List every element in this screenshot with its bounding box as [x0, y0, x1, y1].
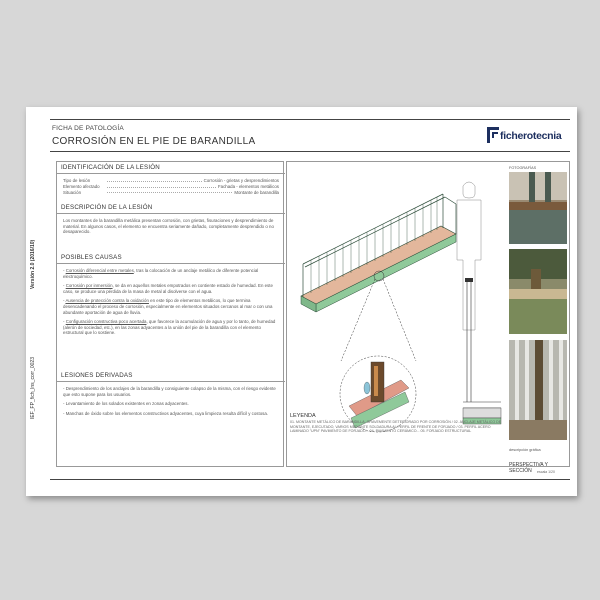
document-code: IEF_FP_fich_lns_corr_0023	[30, 357, 36, 419]
photos-label: FOTOGRAFÍAS	[509, 166, 537, 170]
kv-row	[57, 190, 285, 196]
cause-lead: Ausencia de protección contra la oxidación	[65, 298, 149, 304]
section-identificacion	[57, 164, 285, 195]
cause-text: , tras la colocación de un anclaje metálico de diferente potencial electroquímico.	[63, 268, 259, 279]
cause-text: en este tipo de elementos metálicos, lo que termina desencadenando el proceso de corrosión, especialmente en elementos situados cercanos al mar o con una abundante aportación de agua de lluvia.	[63, 298, 273, 315]
legend	[286, 409, 570, 467]
photo-1	[509, 172, 567, 244]
cause-lead: Corrosión por inmersión	[65, 283, 113, 289]
section-title: IDENTIFICACIÓN DE LA LESIÓN	[61, 164, 160, 171]
section-title: LESIONES DERIVADAS	[61, 372, 133, 379]
graphic-description-label: descripción gráfica	[509, 448, 541, 452]
perspective-label: PERSPECTIVA Y SECCIÓN	[509, 462, 548, 474]
cause-lead: Configuración constructiva poco acertada	[65, 319, 147, 325]
legend-text: 01. MONTANTE METÁLICO DE BARANDILLA, GRAVEMENTE DETERIORADO POR CORROSIÓN / 02. ANCLAJE METÁLICO DE MONTANTE, EJECUTADO, VARIOS MEDIANTE SOLDADURA AL PERFIL DE FRENTE DE FORJADO / 03. PERFIL ACERO LAMINADO "UPN" PAVIMENTO DE FORJADO... 04. PAVIMENTO CERÁMICO... 05. FORJADO ESTRUCTURAL	[290, 420, 502, 434]
footer-rule	[50, 479, 570, 480]
scale-label: escala 1/20	[537, 470, 555, 474]
section-title: POSIBLES CAUSAS	[61, 254, 122, 261]
photo-2	[509, 249, 567, 334]
kv-value: Fachada - elementos metálicos	[217, 183, 279, 189]
section-label: FICHA DE PATOLOGÍA	[52, 125, 124, 132]
derived-item: - Manchas de óxido sobre los elementos constructivos adyacentes, cuya limpieza resulta difícil y costosa.	[63, 410, 268, 416]
leader-dots	[107, 184, 216, 188]
left-column	[56, 161, 284, 467]
section-title: DESCRIPCIÓN DE LA LESIÓN	[61, 204, 153, 211]
version-label: Versión 2.0 (2016/10)	[30, 239, 36, 289]
cause-item: - Configuración constructiva poco acertada, que favorece la acumulación de agua y por lo tanto, de humedad (alerón de sociedad, etc.), en las zonas adyacentes a la unión del pie de la barandilla con el elemento estructural que lo sostiene.	[63, 319, 276, 336]
derived-text: Manchas de óxido sobre los elementos constructivos adyacentes, cuya limpieza resulta difícil y costosa.	[65, 410, 268, 416]
cause-text: , que favorece la acumulación de agua y por lo tanto, de humedad (alerón de sociedad, etc.), en las zonas adyacentes a la unión del pie de la barandilla con el elemento estructural que lo sostiene.	[63, 319, 276, 336]
section-causas	[57, 254, 285, 340]
pathology-sheet	[26, 107, 577, 496]
cause-item: - Ausencia de protección contra la oxidación en este tipo de elementos metálicos, lo que termina desencadenando el proceso de corrosión, especialmente en elementos situados cercanos al mar o con una abundante aportación de agua de lluvia.	[63, 298, 273, 315]
logo-text: ficherotecnia	[500, 130, 562, 142]
section-descripcion	[57, 204, 285, 235]
kv-key: Situación	[63, 189, 82, 195]
kv-key: Elemento afectado	[63, 183, 100, 189]
kv-value: Corrosión - grietas y desprendimientos	[203, 178, 279, 183]
leader-dots	[107, 178, 202, 182]
derived-item: - Desprendimiento de los anclajes de la barandilla y consiguiente colapso de la misma, con el riesgo evidente que esto supone para los usuarios.	[63, 386, 276, 397]
kv-key: Tipo de lesión	[63, 178, 91, 183]
page-title: CORROSIÓN EN EL PIE DE BARANDILLA	[52, 136, 256, 147]
derived-text: Levantamiento de los solados existentes en zonas adyacentes.	[65, 401, 189, 407]
header-bottom-rule	[50, 151, 570, 152]
leader-dots	[107, 190, 232, 194]
kv-value: Montante de barandilla	[234, 189, 279, 195]
logo	[486, 124, 564, 146]
railing-drawing	[291, 166, 505, 436]
derived-text: Desprendimiento de los anclajes de la barandilla y consiguiente colapso de la misma, con el riesgo evidente que esto supone para los usuarios.	[63, 386, 276, 397]
legend-title: LEYENDA	[290, 413, 316, 419]
derived-item: - Levantamiento de los solados existentes en zonas adyacentes.	[63, 401, 189, 407]
cause-item: - Corrosión por inmersión, se da en aquellos metales empotrados en contiente estado de humedad. En este caso, se produce una pérdida de la masa de metal al disolverse con el agua.	[63, 283, 273, 294]
header-top-rule	[50, 119, 570, 120]
section-derivadas	[57, 372, 285, 420]
cause-lead: Corrosión diferencial entre metales	[65, 268, 134, 273]
sheet-frame	[30, 119, 570, 483]
cause-item: - Corrosión diferencial entre metales, tras la colocación de un anclaje metálico de diferente potencial electroquímico.	[63, 268, 259, 279]
cause-text: , se da en aquellos metales empotrados en contiente estado de humedad. En este caso, se produce una pérdida de la masa de metal al disolverse con el agua.	[63, 283, 273, 294]
description-text: Los montantes de la barandilla metálica presentan corrosión, con grietas, fisuraciones y desprendimiento de material. En algunos casos, el elemento se encuentra seriamente dañado, completamente desprendido o no desaparecido.	[63, 218, 274, 235]
